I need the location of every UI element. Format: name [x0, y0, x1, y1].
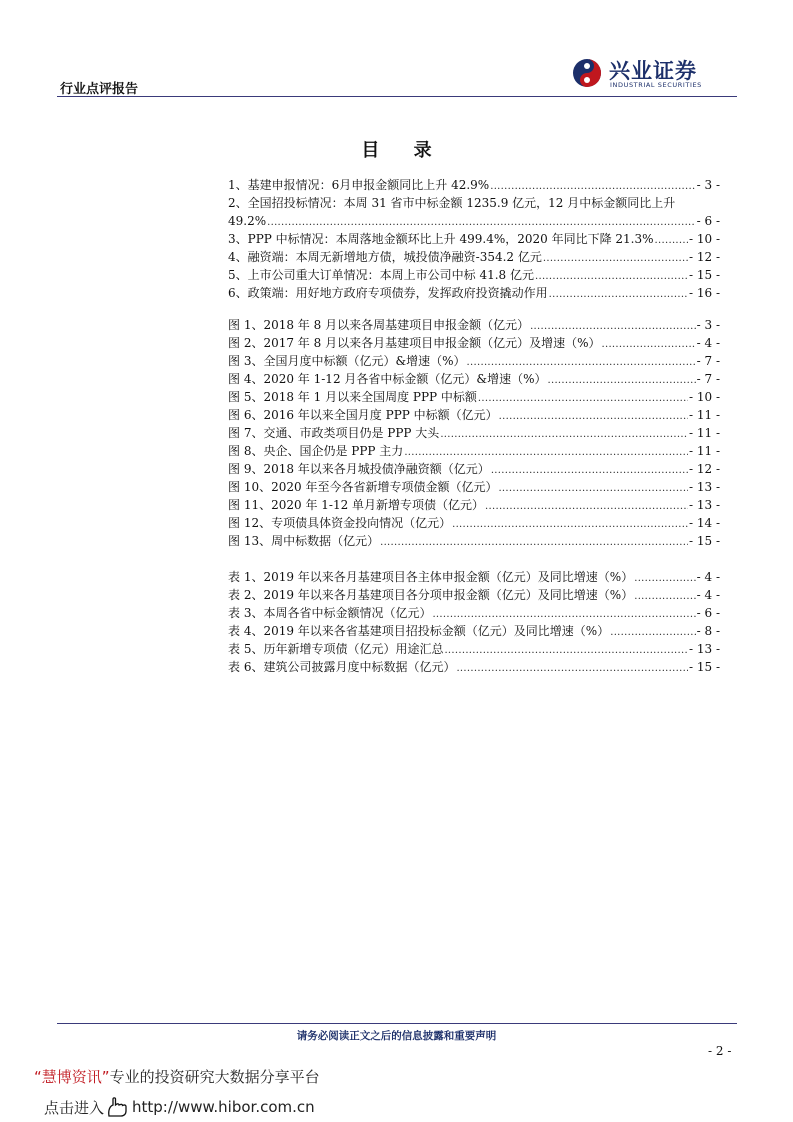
toc-page-number: - 11 - [688, 408, 720, 422]
toc-leader-dots [547, 372, 695, 390]
toc-figures-list [228, 316, 720, 550]
toc-figure-entry[interactable] [228, 442, 720, 460]
watermark-brand[interactable]: 慧博资讯 [41, 1068, 102, 1086]
toc-entry-text: 49.2% [228, 214, 267, 228]
toc-page-number: - 10 - [688, 232, 720, 246]
toc-page-number: - 14 - [688, 516, 720, 530]
toc-page-number: - 15 - [688, 534, 720, 548]
toc-table-entry[interactable] [228, 640, 720, 658]
watermark-slogan-text: 专业的投资研究大数据分享平台 [109, 1068, 320, 1086]
watermark-url-link[interactable]: http://www.hibor.com.cn [132, 1098, 315, 1116]
toc-page-number: - 13 - [688, 642, 720, 656]
toc-page-number: - 8 - [696, 624, 720, 638]
toc-page-number: - 6 - [696, 214, 720, 228]
toc-page-number: - 13 - [688, 498, 720, 512]
logo-english-name: INDUSTRIAL SECURITIES [610, 81, 702, 89]
toc-entry-wrapped-line[interactable]: 2、全国招投标情况：本周 31 省市中标金额 1235.9 亿元，12 月中标金额同比上升 [228, 196, 676, 210]
toc-tables-list [228, 568, 720, 676]
toc-page-number: - 12 - [688, 250, 720, 264]
toc-entry-text: 6、政策端：用好地方政府专项债券，发挥政府投资撬动作用 [228, 286, 548, 300]
toc-entry-text: 表 2、2019 年以来各月基建项目各分项申报金额（亿元）及同比增速（%） [228, 588, 634, 602]
toc-leader-dots [601, 336, 695, 354]
footer-divider [57, 1023, 737, 1024]
toc-page-number: - 13 - [688, 480, 720, 494]
toc-figure-entry[interactable] [228, 388, 720, 406]
toc-entry-text: 表 6、建筑公司披露月度中标数据（亿元） [228, 660, 456, 674]
toc-entry[interactable] [228, 266, 720, 284]
toc-entry-text: 图 11、2020 年 1-12 单月新增专项债（亿元） [228, 498, 485, 512]
toc-leader-dots [610, 624, 695, 642]
watermark-link-row [44, 1096, 315, 1118]
toc-leader-dots [380, 534, 688, 552]
toc-table-entry[interactable] [228, 604, 720, 622]
watermark-slogan [34, 1066, 320, 1087]
toc-entry-text: 表 1、2019 年以来各月基建项目各主体申报金额（亿元）及同比增速（%） [228, 570, 634, 584]
toc-page-number: - 4 - [696, 336, 720, 350]
toc-page-number: - 4 - [696, 570, 720, 584]
toc-entry[interactable] [228, 176, 720, 194]
watermark-quote-close: ” [101, 1068, 110, 1086]
toc-page-number: - 7 - [696, 354, 720, 368]
toc-table-entry[interactable] [228, 568, 720, 586]
toc-entry[interactable] [228, 248, 720, 266]
toc-entry-text: 图 7、交通、市政类项目仍是 PPP 大头 [228, 426, 440, 440]
toc-figure-entry[interactable] [228, 496, 720, 514]
toc-figure-entry[interactable] [228, 352, 720, 370]
toc-entry-text: 图 3、全国月度中标额（亿元）&增速（%） [228, 354, 466, 368]
toc-entry-text: 图 8、央企、国企仍是 PPP 主力 [228, 444, 404, 458]
toc-figure-entry[interactable] [228, 424, 720, 442]
toc-leader-dots [634, 570, 695, 588]
toc-leader-dots [634, 588, 695, 606]
toc-leader-dots [543, 250, 688, 268]
toc-leader-dots [444, 642, 688, 660]
toc-entry-text: 表 5、历年新增专项债（亿元）用途汇总 [228, 642, 444, 656]
toc-figure-entry[interactable] [228, 316, 720, 334]
pointing-hand-icon [105, 1096, 131, 1118]
toc-entry[interactable] [228, 284, 720, 302]
toc-entry[interactable] [228, 230, 720, 248]
toc-figure-entry[interactable] [228, 370, 720, 388]
toc-figure-entry[interactable] [228, 406, 720, 424]
logo-mark-icon [572, 58, 602, 88]
logo-chinese-name: 兴业证券 [609, 59, 697, 83]
toc-leader-dots [655, 232, 688, 250]
toc-entry-text: 图 4、2020 年 1-12 月各省中标金额（亿元）&增速（%） [228, 372, 547, 386]
toc-table-entry[interactable] [228, 586, 720, 604]
toc-entry-text: 图 1、2018 年 8 月以来各周基建项目申报金额（亿元） [228, 318, 530, 332]
toc-entry-text: 图 9、2018 年以来各月城投债净融资额（亿元） [228, 462, 490, 476]
toc-entry-text: 5、上市公司重大订单情况：本周上市公司中标 41.8 亿元 [228, 268, 534, 282]
watermark-quote-open: “ [34, 1068, 42, 1086]
toc-table-entry[interactable] [228, 622, 720, 640]
toc-figure-entry[interactable] [228, 532, 720, 550]
toc-entry-text: 表 4、2019 年以来各省基建项目招投标金额（亿元）及同比增速（%） [228, 624, 610, 638]
page-number: - 2 - [708, 1044, 732, 1058]
toc-page-number: - 15 - [688, 268, 720, 282]
toc-page-number: - 6 - [696, 606, 720, 620]
toc-leader-dots [456, 660, 688, 678]
toc-page-number: - 16 - [688, 286, 720, 300]
toc-sections-list [228, 176, 720, 302]
toc-figure-entry[interactable] [228, 460, 720, 478]
header-divider [57, 96, 737, 97]
toc-leader-dots [440, 426, 688, 444]
toc-figure-entry[interactable] [228, 334, 720, 352]
toc-page-number: - 3 - [696, 178, 720, 192]
toc-leader-dots [491, 462, 688, 480]
toc-entry-text: 1、基建申报情况：6月申报金额同比上升 42.9% [228, 178, 490, 192]
toc-entry-text: 图 12、专项债具体资金投向情况（亿元） [228, 516, 452, 530]
toc-page-number: - 15 - [688, 660, 720, 674]
toc-table-entry[interactable] [228, 658, 720, 676]
toc-page-number: - 4 - [696, 588, 720, 602]
toc-entry[interactable] [228, 212, 720, 230]
toc-entry-text: 图 5、2018 年 1 月以来全国周度 PPP 中标额 [228, 390, 477, 404]
toc-page-number: - 10 - [688, 390, 720, 404]
toc-page-number: - 3 - [696, 318, 720, 332]
toc-page-number: - 11 - [688, 444, 720, 458]
toc-leader-dots [498, 480, 688, 498]
toc-title: 目 录 [361, 140, 446, 161]
toc-page-number: - 11 - [688, 426, 720, 440]
toc-entry-text: 图 10、2020 年至今各省新增专项债金额（亿元） [228, 480, 498, 494]
toc-entry-text: 表 3、本周各省中标金额情况（亿元） [228, 606, 432, 620]
toc-figure-entry[interactable] [228, 514, 720, 532]
company-logo [572, 58, 737, 92]
toc-entry-text: 图 2、2017 年 8 月以来各月基建项目申报金额（亿元）及增速（%） [228, 336, 601, 350]
toc-figure-entry[interactable] [228, 478, 720, 496]
toc-leader-dots [478, 390, 688, 408]
toc-entry-text: 图 13、周中标数据（亿元） [228, 534, 380, 548]
toc-leader-dots [499, 408, 688, 426]
toc-entry-text: 图 6、2016 年以来全国月度 PPP 中标额（亿元） [228, 408, 498, 422]
toc-leader-dots [549, 286, 688, 304]
toc-page-number: - 12 - [688, 462, 720, 476]
toc-leader-dots [485, 498, 688, 516]
toc-page-number: - 7 - [696, 372, 720, 386]
footer-disclaimer: 请务必阅读正文之后的信息披露和重要声明 [296, 1030, 497, 1042]
toc-leader-dots [452, 516, 688, 534]
watermark-enter-label: 点击进入 [44, 1098, 105, 1117]
toc-leader-dots [535, 268, 688, 286]
toc-entry-text: 3、PPP 中标情况：本周落地金额环比上升 499.4%，2020 年同比下降 21.3% [228, 232, 654, 246]
report-type-label: 行业点评报告 [60, 82, 139, 97]
toc-entry-text: 4、融资端：本周无新增地方债，城投债净融资-354.2 亿元 [228, 250, 542, 264]
